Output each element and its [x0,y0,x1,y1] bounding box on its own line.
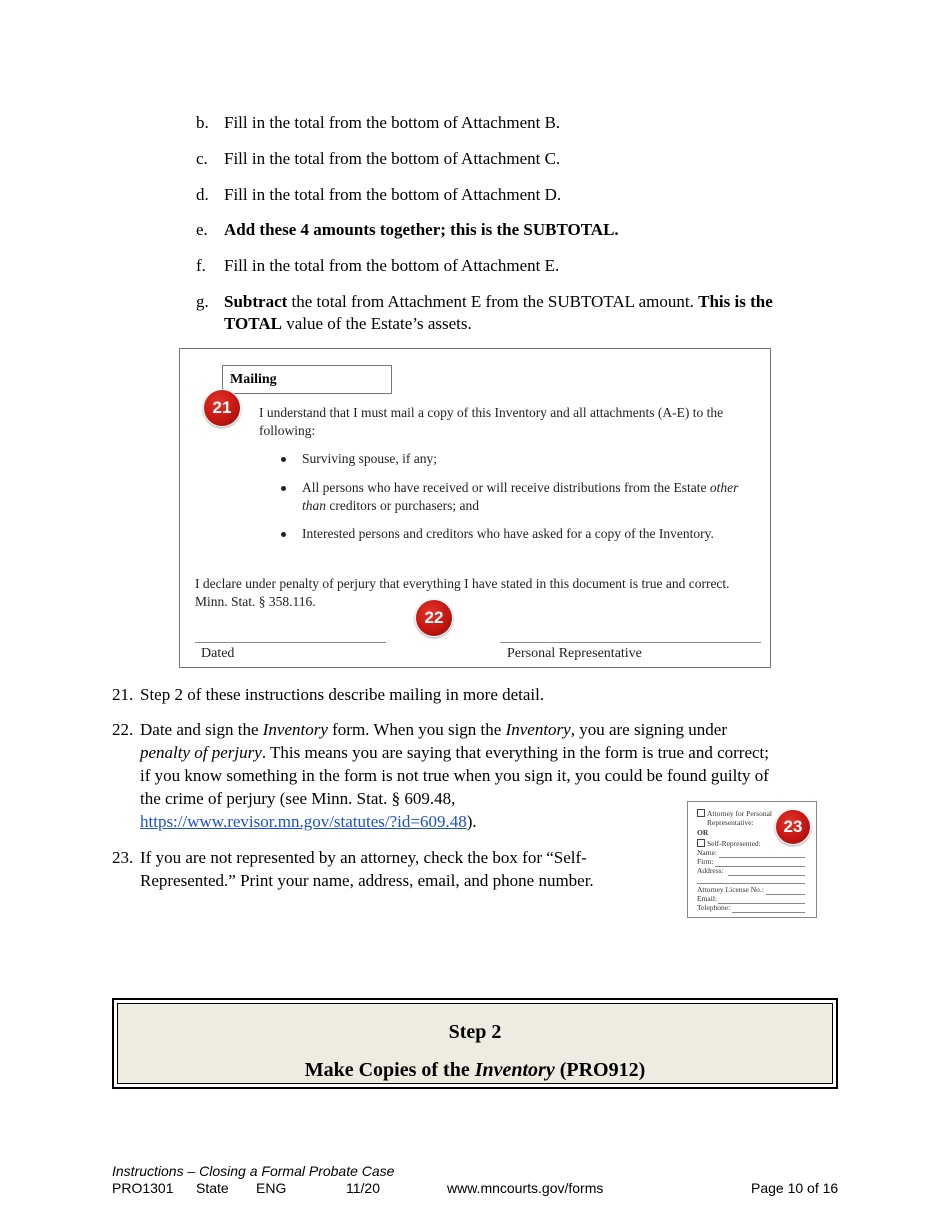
underline [728,875,805,876]
bullet-dot [281,532,286,537]
email-label: Email: [697,894,717,903]
mailing-bullet-1: Surviving spouse, if any; [302,451,437,466]
telephone-label: Telephone: [697,903,731,912]
mailing-intro: I understand that I must mail a copy of this Inventory and all attachments (A-E) to the following: [259,405,724,438]
perjury-declaration: I declare under penalty of perjury that everything I have stated in this document is true and correct. Minn. Stat. § 358.116. [195,576,730,609]
instruction-22-line3: if you know something in the form is not true when you sign it, you could be found guilty of [140,766,769,785]
instruction-22-line1: Date and sign the Inventory form. When you sign the Inventory, you are signing under [140,720,727,739]
firm-label: Firm: [697,857,714,866]
footer-page: Page 10 of 16 [751,1180,839,1196]
footer-form-code: PRO1301 [112,1180,174,1196]
pr-label: Personal Representative [507,646,642,661]
revisor-statute-link[interactable]: https://www.revisor.mn.gov/statutes/?id=609.48 [140,812,467,831]
step-2-banner-inner [117,1003,833,1084]
instruction-22: 22. Date and sign the Inventory form. When you sign the Inventory, you are signing under penalty of perjury. This means you are saying that everything in the form is true and correct; if you know something in the form is not true when you sign it, you could be found guilty of the crime of perjury (see Minn. Stat. § 609.48, https://www.revisor.mn.gov/statutes/?id=609.48). [112,720,769,831]
footer-state: State [196,1180,229,1196]
underline [766,894,805,895]
dated-signature-line [195,642,386,643]
list-item-g-text: Subtract the total from Attachment E from the SUBTOTAL amount. This is the TOTAL value of the Estate’s assets. [224,292,773,333]
instruction-22-line5: https://www.revisor.mn.gov/statutes/?id=609.48). [140,812,477,831]
callout-badge-23: 23 [775,809,811,845]
instruction-22-line4: the crime of perjury (see Minn. Stat. § 609.48, [140,789,456,808]
attorney-info-excerpt [687,801,817,918]
bullet-dot [281,457,286,462]
underline [718,903,805,904]
footer-website: www.mncourts.gov/forms [447,1180,604,1196]
instruction-23-line2: Represented.” Print your name, address, email, and phone number. [140,871,594,890]
license-label: Attorney License No.: [697,885,764,894]
instruction-23-line1: If you are not represented by an attorney, check the box for “Self- [140,848,587,867]
callout-badge-21: 21 [203,389,241,427]
name-label: Name: [697,848,717,857]
instruction-21: 21. Step 2 of these instructions describe mailing in more detail. [112,685,545,704]
mailing-title: Mailing [222,365,392,394]
bullet-dot [281,486,286,491]
step-title: Step 2 [448,1021,502,1043]
underline [715,866,805,867]
self-represented-row: Self-Represented: [697,839,761,848]
underline [697,883,805,884]
attorney-checkbox-row: Attorney for Personal [697,809,772,818]
instruction-22-line2: penalty of perjury. This means you are saying that everything in the form is true and correct; [140,743,769,762]
mailing-bullet-2: All persons who have received or will receive distributions from the Estate other than creditors or purchasers; and [302,480,739,513]
footer-doc-title: Instructions – Closing a Formal Probate Case [112,1163,395,1179]
or-label: OR [697,828,709,837]
pr-signature-line [500,642,761,643]
footer-lang: ENG [256,1180,287,1196]
address-label: Address: [697,866,724,875]
checkbox-icon [697,809,705,817]
mailing-bullet-3: Interested persons and creditors who have asked for a copy of the Inventory. [302,526,714,541]
instruction-23: 23. If you are not represented by an attorney, check the box for “Self- Represented.” Print your name, address, email, and phone number. [112,848,594,890]
step-2-banner [112,998,838,1089]
attorney-label-cont: Representative: [707,818,754,827]
mailing-form-excerpt [179,348,771,668]
list-item-g: g. Subtract the total from Attachment E from the SUBTOTAL amount. This is the TOTAL value of the Estate’s assets. [196,291,836,337]
underline [719,857,805,858]
checkbox-icon [697,839,705,847]
callout-badge-22: 22 [415,599,453,637]
step-subtitle: Make Copies of the Inventory (PRO912) [304,1059,646,1081]
underline [732,912,805,913]
footer-date: 11/20 [346,1180,380,1196]
dated-label: Dated [201,646,235,661]
